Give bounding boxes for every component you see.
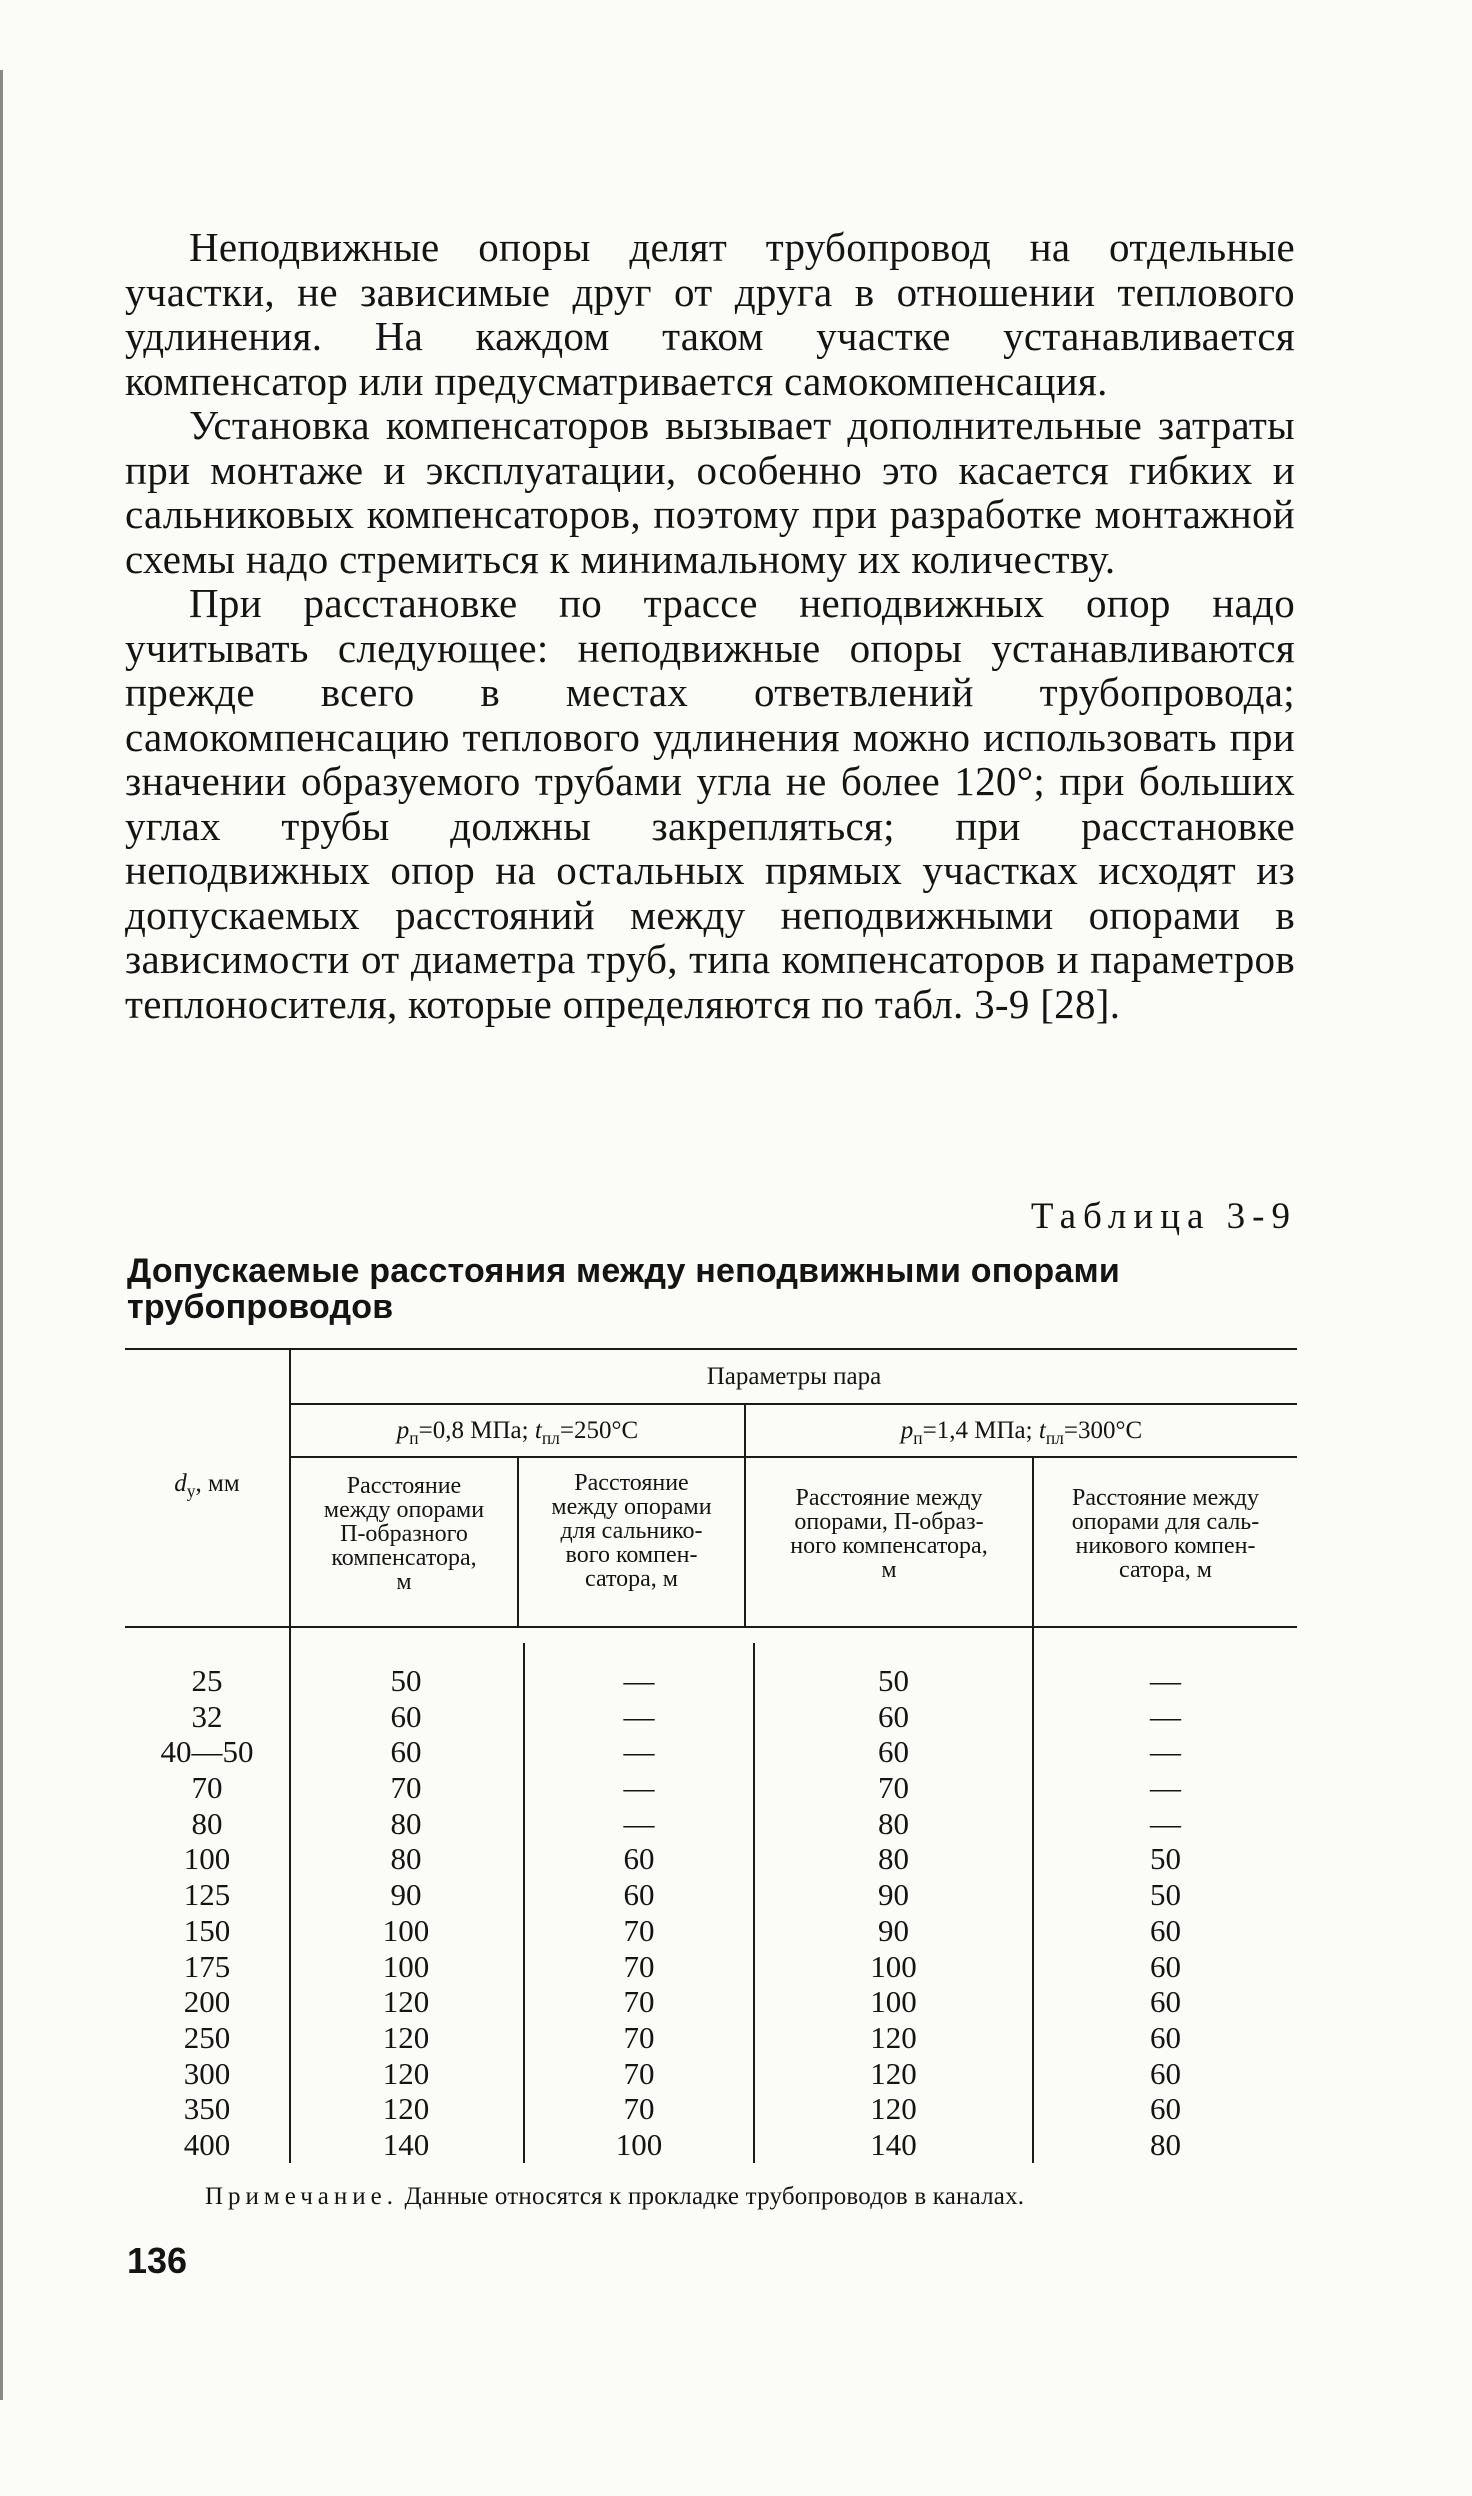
- table-cell: 70: [623, 2091, 655, 2127]
- table-footnote: [205, 2183, 1024, 2211]
- table-cell: 60: [623, 1841, 655, 1877]
- header-dy: [125, 1471, 289, 1504]
- table-cell: 90: [390, 1877, 422, 1913]
- table-cell: 120: [382, 1984, 430, 2020]
- table-cell: 350: [183, 2091, 231, 2127]
- table-cell: 80: [390, 1841, 422, 1877]
- table-cell: 80: [1150, 2126, 1181, 2162]
- table-cell: 25: [191, 1663, 223, 1698]
- table-cell: 80: [191, 1805, 223, 1841]
- table-cell: 40—50: [160, 1734, 254, 1770]
- table-cell: —: [623, 1805, 655, 1841]
- table-cell: 50: [1150, 1841, 1181, 1877]
- header-col-u-bend-1: Расстояние между опорами П-образного компенсатора, м: [323, 1473, 485, 1595]
- table-cell: 60: [1150, 2019, 1181, 2055]
- column-gland-2: [1034, 1663, 1297, 2163]
- table-cell: 250: [183, 2019, 231, 2055]
- table-cell: 100: [615, 2126, 663, 2162]
- table-cell: 120: [870, 2091, 917, 2127]
- table-cell: 125: [183, 1877, 231, 1913]
- table-cell: —: [1150, 1770, 1181, 1806]
- table-cell: —: [1150, 1734, 1181, 1770]
- table-cell: 100: [382, 1912, 430, 1948]
- table-cell: 140: [870, 2126, 917, 2162]
- table-cell: 70: [390, 1770, 422, 1806]
- table-cell: 80: [878, 1841, 909, 1877]
- table-cell: 60: [878, 1698, 909, 1734]
- table-cell: 120: [382, 2055, 430, 2091]
- table-cell: 90: [878, 1877, 909, 1913]
- table-cell: 90: [878, 1912, 909, 1948]
- column-gland-1: [525, 1663, 753, 2163]
- column-dy: [125, 1663, 289, 2163]
- table-cell: 60: [390, 1734, 422, 1770]
- table-cell: 60: [1150, 2091, 1181, 2127]
- table-cell: 100: [183, 1841, 231, 1877]
- column-u-bend-2: [755, 1663, 1032, 2163]
- table-cell: 300: [183, 2055, 231, 2091]
- table-cell: 80: [878, 1805, 909, 1841]
- paragraph-1: Неподвижные опоры делят трубопровод на отдельные участки, не зависимые друг от друга в отношении теплового удлинения. На каждом таком участке устанавливается компенсатор или предусматривается самокомпенсация.: [125, 224, 1295, 404]
- table-cell: 70: [191, 1770, 223, 1806]
- table-label: Таблица 3-9: [1030, 1196, 1297, 1237]
- table-cell: 120: [870, 2055, 917, 2091]
- table-cell: —: [623, 1734, 655, 1770]
- table-cell: 60: [390, 1698, 422, 1734]
- header-rule-2: [290, 1456, 1297, 1458]
- table-cell: 32: [191, 1698, 223, 1734]
- footnote-label: Примечание.: [205, 2183, 399, 2210]
- table-cell: 100: [382, 1948, 430, 1984]
- table-top-rule: [125, 1348, 1297, 1350]
- table-cell: 70: [623, 2019, 655, 2055]
- table-cell: —: [623, 1698, 655, 1734]
- paragraph-3: При расстановке по трассе неподвижных опор надо учитывать следующее: неподвижные опоры устанавливаются прежде всего в местах ответвлений трубопровода; самокомпенсацию теплового удлинения можно использовать при значении образуемого трубами угла не более 120°; при больших углах трубы должны закрепляться; при расстановке неподвижных опор на остальных прямых участках исходят из допускаемых расстояний между неподвижными опорами в зависимости от диаметра труб, типа компенсаторов и параметров теплоносителя, которые определяются по табл. 3-9 [28].: [125, 580, 1295, 1027]
- table-cell: 140: [382, 2126, 430, 2162]
- table-cell: —: [1150, 1663, 1181, 1698]
- dy-subscript: у: [186, 1481, 196, 1501]
- table-cell: 70: [623, 1912, 655, 1948]
- table-cell: 120: [382, 2091, 430, 2127]
- table-cell: 120: [382, 2019, 430, 2055]
- header-rule-1: [290, 1403, 1297, 1405]
- table-cell: —: [623, 1770, 655, 1806]
- table-cell: 175: [183, 1948, 231, 1984]
- table-cell: 100: [870, 1948, 917, 1984]
- page-number: 136: [127, 2240, 188, 2281]
- table-cell: 200: [183, 1984, 231, 2020]
- paragraph-2: Установка компенсаторов вызывает дополнительные затраты при монтаже и эксплуатации, особенно это касается гибких и сальниковых компенсаторов, поэтому при разработке монтажной схемы надо стремиться к минимальному их количеству.: [125, 402, 1295, 582]
- header-bottom-rule: [125, 1626, 1297, 1628]
- table-cell: —: [1150, 1805, 1181, 1841]
- table-cell: 70: [878, 1770, 909, 1806]
- header-steam-parameters: Параметры пара: [706, 1363, 882, 1390]
- table-title: Допускаемые расстояния между неподвижными опорами трубопроводов: [127, 1252, 1120, 1326]
- header-col-u-bend-2: Расстояние между опорами, П-образ- ного компенсатора, м: [790, 1485, 988, 1583]
- table-cell: 60: [1150, 2055, 1181, 2091]
- table-cell: 50: [1150, 1877, 1181, 1913]
- header-condition-1: $p_п=0,8$ МПа; $t_{пл}=250^\circ С$: [396, 1417, 639, 1448]
- table-cell: 60: [1150, 1984, 1181, 2020]
- table-cell: 120: [870, 2019, 917, 2055]
- body-text: [125, 225, 1295, 1026]
- table-cell: —: [1150, 1698, 1181, 1734]
- header-col-gland-1: Расстояние между опорами для сальнико- вого компен- сатора, м: [551, 1470, 712, 1592]
- table-cell: —: [623, 1663, 655, 1698]
- table-cell: 80: [390, 1805, 422, 1841]
- header-condition-2: $p_п=1,4$ МПа; $t_{пл}=300^\circ С$: [900, 1417, 1143, 1448]
- table-cell: 400: [183, 2126, 231, 2162]
- table-cell: 70: [623, 1984, 655, 2020]
- table-cell: 60: [1150, 1948, 1181, 1984]
- table-cell: 70: [623, 2055, 655, 2091]
- table-cell: 60: [878, 1734, 909, 1770]
- header-col-gland-2: Расстояние между опорами для саль- никового компен- сатора, м: [1071, 1485, 1260, 1583]
- column-u-bend-1: [291, 1663, 521, 2163]
- distances-table: [125, 1348, 1297, 2163]
- page-binding-edge: [0, 70, 3, 2400]
- footnote-text: Данные относятся к прокладке трубопроводов в каналах.: [398, 2183, 1025, 2210]
- table-cell: 60: [623, 1877, 655, 1913]
- table-cell: 60: [1150, 1912, 1181, 1948]
- table-cell: 70: [623, 1948, 655, 1984]
- table-cell: 50: [878, 1663, 909, 1698]
- dy-unit: , мм: [195, 1470, 240, 1497]
- dy-symbol: d: [174, 1470, 187, 1497]
- table-cell: 100: [870, 1984, 917, 2020]
- table-cell: 150: [183, 1912, 231, 1948]
- table-cell: 50: [390, 1663, 422, 1698]
